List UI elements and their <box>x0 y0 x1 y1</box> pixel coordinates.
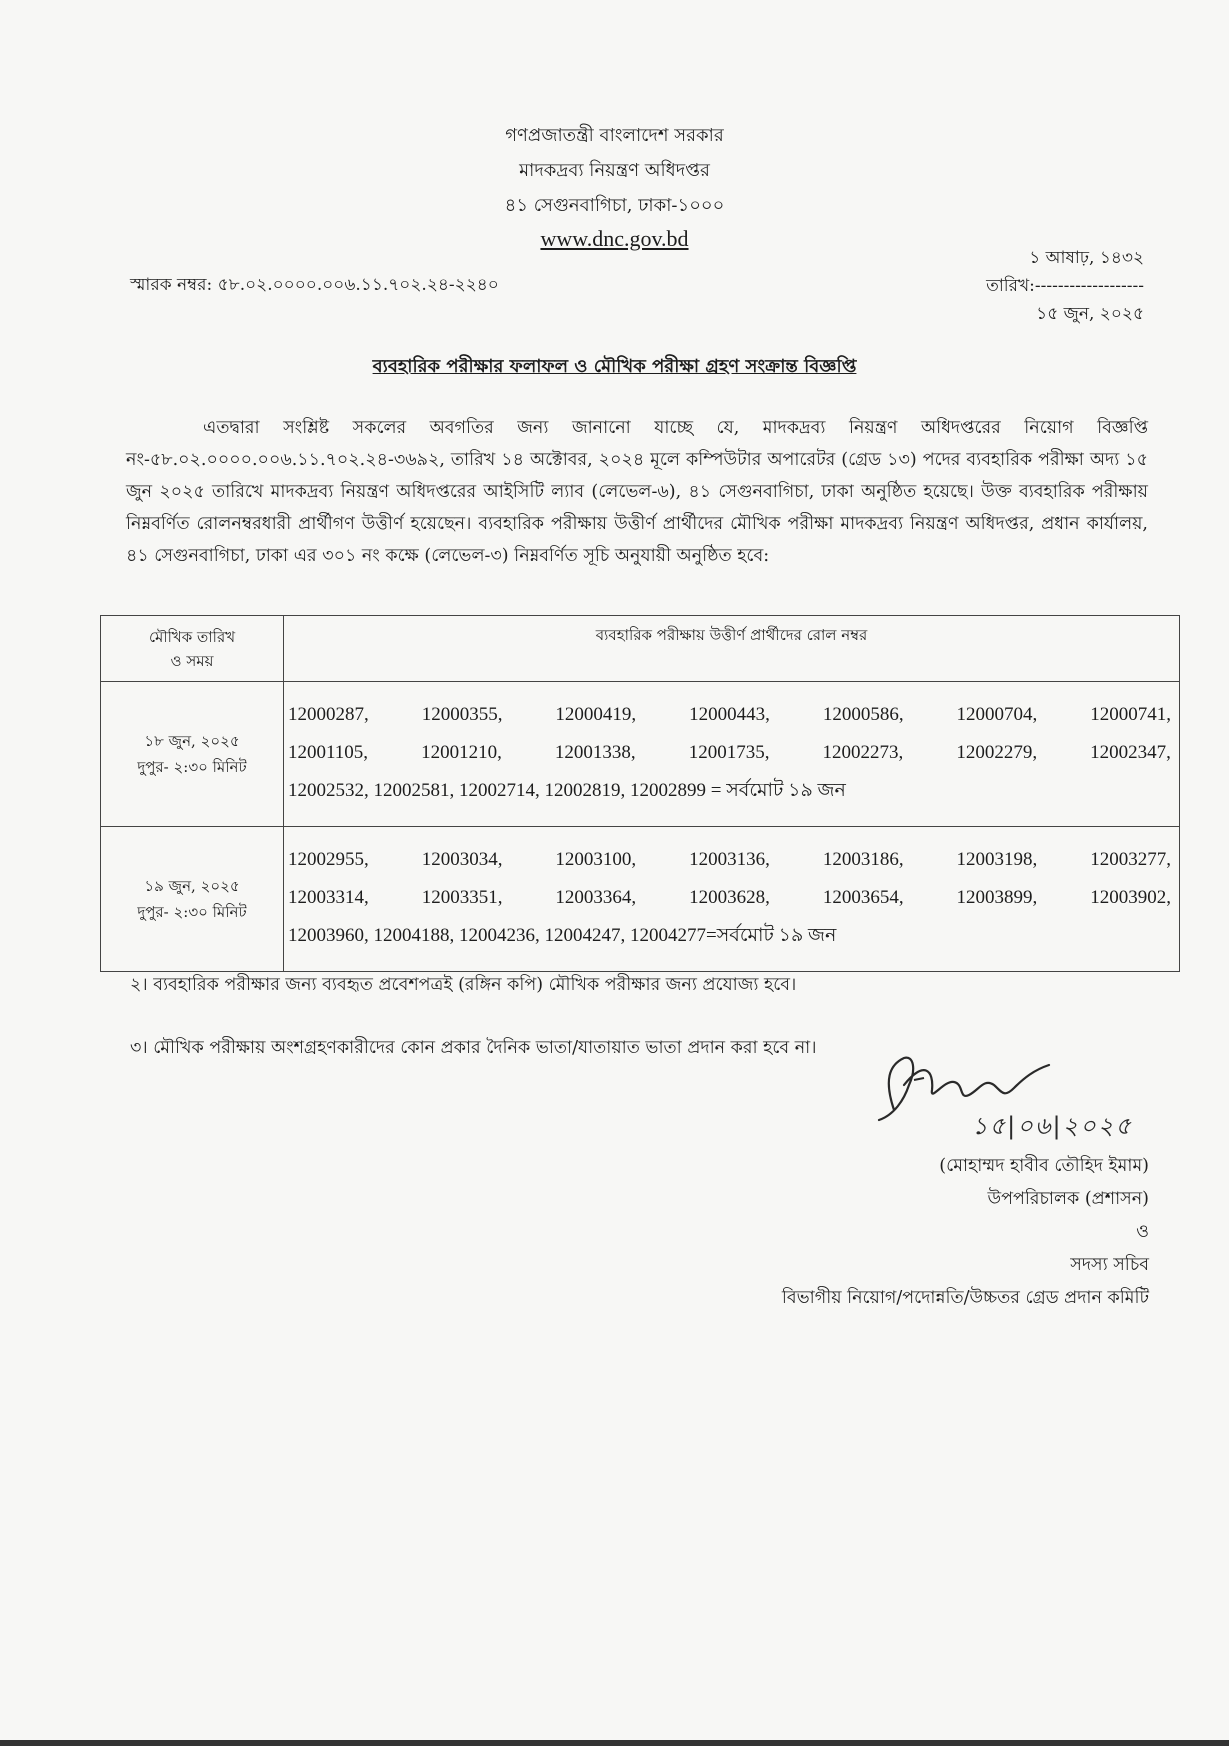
signature-date: ১৫|০৬|২০২৫ <box>972 1112 1133 1140</box>
roll-line: 12000287, 12000355, 12000419, 12000443, 12000586, 12000704, 12000741, <box>288 704 1171 725</box>
signer-name: (মোহাম্মদ হাবীব তৌহিদ ইমাম) <box>939 1156 1149 1176</box>
letterhead <box>0 118 1229 255</box>
memo-number: স্মারক নম্বর: ৫৮.০২.০০০০.০০৬.১১.৭০২.২৪-২২৪০ <box>130 275 499 295</box>
note-allowance: ৩। মৌখিক পরীক্ষায় অংশগ্রহণকারীদের কোন প্রকার দৈনিক ভাতা/যাতায়াত ভাতা প্রদান করা হবে না। <box>130 1038 817 1058</box>
roll-numbers-cell <box>284 827 1180 972</box>
table-row <box>101 682 1180 827</box>
roll-line-total: 12003960, 12004188, 12004236, 12004247, 12004277=সর্বমোট ১৯ জন <box>288 925 837 946</box>
signer-designation: উপপরিচালক (প্রশাসন) <box>987 1189 1149 1209</box>
date-block <box>986 244 1144 328</box>
roll-numbers-cell <box>284 682 1180 827</box>
header-roll-numbers: ব্যবহারিক পরীক্ষায় উত্তীর্ণ প্রার্থীদের রোল নম্বর <box>284 616 1180 682</box>
table-row <box>101 827 1180 972</box>
header-date-time: মৌখিক তারিখ ও সময় <box>101 616 284 682</box>
department-name: মাদকদ্রব্য নিয়ন্ত্রণ অধিদপ্তর <box>519 160 710 181</box>
date-english: ১৫ জুন, ২০২৫ <box>1036 304 1144 324</box>
notice-body: এতদ্বারা সংশ্লিষ্ট সকলের অবগতির জন্য জানানো যাচ্ছে যে, মাদকদ্রব্য নিয়ন্ত্রণ অধিদপ্তরের নিয়োগ বিজ্ঞপ্তি নং-৫৮.০২.০০০০.০০৬.১১.৭০২.২৪-৩৬৯২, তারিখ ১৪ অক্টোবর, ২০২৪ মূলে কম্পিউটার অপারেটর (গ্রেড ১৩) পদের ব্যবহারিক পরীক্ষা অদ্য ১৫ জুন ২০২৫ তারিখে মাদকদ্রব্য নিয়ন্ত্রণ অধিদপ্তরের আইসিটি ল্যাব (লেভেল-৬), ৪১ সেগুনবাগিচা, ঢাকা অনুষ্ঠিত হয়েছে। উক্ত ব্যবহারিক পরীক্ষায় নিম্নবর্ণিত রোলনম্বরধারী প্রার্থীগণ উত্তীর্ণ হয়েছেন। ব্যবহারিক পরীক্ষায় উত্তীর্ণ প্রার্থীদের মৌখিক পরীক্ষা মাদকদ্রব্য নিয়ন্ত্রণ অধিদপ্তর, প্রধান কার্যালয়, ৪১ সেগুনবাগিচা, ঢাকা এর ৩০১ নং কক্ষে (লেভেল-৩) নিম্নবর্ণিত সূচি অনুযায়ী অনুষ্ঠিত হবে: <box>126 418 1148 566</box>
signer-block <box>782 1150 1149 1315</box>
table-header-row <box>101 616 1180 682</box>
viva-schedule-table <box>100 615 1180 972</box>
viva-date-cell: ১৮ জুন, ২০২৫ দুপুর- ২:৩০ মিনিট <box>101 682 284 827</box>
signer-role: সদস্য সচিব <box>1070 1255 1149 1275</box>
signature <box>854 1040 1154 1150</box>
roll-line: 12001105, 12001210, 12001338, 12001735, 12002273, 12002279, 12002347, <box>288 742 1171 763</box>
date-label: তারিখ:------------------- <box>986 276 1144 296</box>
date-bangla: ১ আষাঢ়, ১৪৩২ <box>1029 248 1144 268</box>
govt-name: গণপ্রজাতন্ত্রী বাংলাদেশ সরকার <box>505 125 724 146</box>
website-link[interactable]: www.dnc.gov.bd <box>540 226 689 251</box>
notice-subject: ব্যবহারিক পরীক্ষার ফলাফল ও মৌখিক পরীক্ষা গ্রহণ সংক্রান্ত বিজ্ঞপ্তি <box>372 356 857 377</box>
roll-line: 12002955, 12003034, 12003100, 12003136, 12003186, 12003198, 12003277, <box>288 849 1171 870</box>
address: ৪১ সেগুনবাগিচা, ঢাকা-১০০০ <box>504 195 725 216</box>
scan-edge <box>0 1740 1229 1746</box>
viva-date-cell: ১৯ জুন, ২০২৫ দুপুর- ২:৩০ মিনিট <box>101 827 284 972</box>
roll-line-total: 12002532, 12002581, 12002714, 12002819, 12002899 = সর্বমোট ১৯ জন <box>288 780 846 801</box>
signer-conjunction: ও <box>1136 1222 1149 1242</box>
roll-line: 12003314, 12003351, 12003364, 12003628, 12003654, 12003899, 12003902, <box>288 887 1171 908</box>
signer-committee: বিভাগীয় নিয়োগ/পদোন্নতি/উচ্চতর গ্রেড প্রদান কমিটি <box>781 1288 1149 1308</box>
note-admit-card: ২। ব্যবহারিক পরীক্ষার জন্য ব্যবহৃত প্রবেশপত্রই (রঙ্গিন কপি) মৌখিক পরীক্ষার জন্য প্রযোজ্য হবে। <box>130 975 797 995</box>
